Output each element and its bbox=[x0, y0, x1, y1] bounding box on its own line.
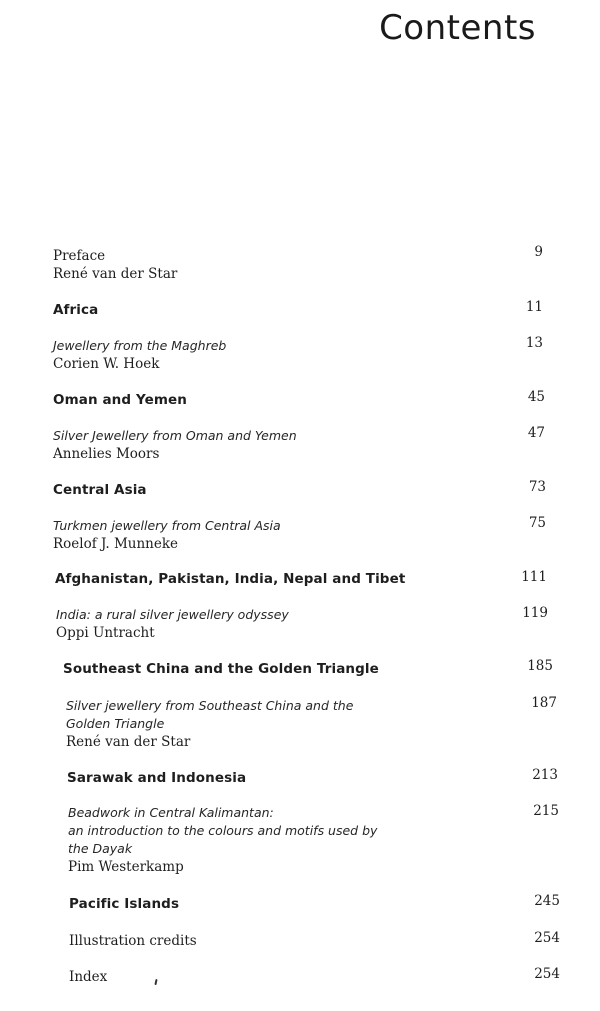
page-number: 9 bbox=[534, 244, 543, 260]
section-heading: Oman and Yemen bbox=[53, 392, 187, 408]
toc-entry bbox=[69, 968, 107, 986]
section-heading: Southeast China and the Golden Triangle bbox=[63, 661, 379, 677]
toc-entry bbox=[67, 769, 246, 787]
page-number: 254 bbox=[534, 930, 560, 946]
section-heading: Africa bbox=[53, 302, 99, 318]
article-author: René van der Star bbox=[66, 734, 191, 750]
page-number: 119 bbox=[522, 605, 548, 621]
article-title: an introduction to the colours and motifs used by bbox=[68, 823, 378, 838]
toc-entry bbox=[69, 895, 179, 913]
article-title: Beadwork in Central Kalimantan: bbox=[68, 805, 274, 820]
page-number: 213 bbox=[532, 767, 558, 783]
page-number: 185 bbox=[527, 658, 553, 674]
article-author: Pim Westerkamp bbox=[68, 859, 184, 875]
article-title: Turkmen jewellery from Central Asia bbox=[53, 518, 281, 533]
article-title: Golden Triangle bbox=[66, 716, 165, 731]
article-author: Roelof J. Munneke bbox=[53, 536, 179, 552]
toc-entry bbox=[53, 427, 297, 463]
toc-entry bbox=[53, 481, 147, 499]
entry-title: Illustration credits bbox=[69, 933, 197, 949]
article-author: Annelies Moors bbox=[53, 446, 160, 462]
article-title: Jewellery from the Maghreb bbox=[53, 338, 227, 353]
entry-title: Index bbox=[69, 969, 108, 985]
section-heading: Sarawak and Indonesia bbox=[67, 770, 247, 786]
page-number: 187 bbox=[531, 695, 557, 711]
toc-entry bbox=[66, 697, 353, 751]
article-title: Silver Jewellery from Oman and Yemen bbox=[53, 428, 297, 443]
article-author: Oppi Untracht bbox=[56, 625, 155, 641]
toc-entry bbox=[69, 932, 197, 950]
page-number: 13 bbox=[525, 335, 543, 351]
toc-entry bbox=[63, 660, 379, 678]
entry-title: Preface bbox=[53, 248, 106, 264]
toc-entry bbox=[53, 517, 281, 553]
page-number: 73 bbox=[528, 479, 546, 495]
page-number: 111 bbox=[521, 569, 547, 585]
section-heading: Central Asia bbox=[53, 482, 147, 498]
toc-entry bbox=[55, 570, 405, 588]
page-number: 11 bbox=[525, 299, 543, 315]
toc-entry bbox=[56, 606, 289, 642]
section-heading: Afghanistan, Pakistan, India, Nepal and Tibet bbox=[55, 571, 406, 587]
toc-entry bbox=[53, 301, 98, 319]
article-title: the Dayak bbox=[68, 841, 133, 856]
article-title: India: a rural silver jewellery odyssey bbox=[56, 607, 289, 622]
toc-entry bbox=[53, 391, 187, 409]
page-number: 45 bbox=[527, 389, 545, 405]
page-number: 254 bbox=[534, 966, 560, 982]
toc-entry bbox=[68, 804, 377, 876]
article-title: Silver jewellery from Southeast China and the bbox=[66, 698, 354, 713]
article-author: Corien W. Hoek bbox=[53, 356, 160, 372]
toc-entry bbox=[53, 337, 226, 373]
toc-entry bbox=[53, 247, 177, 283]
entry-author: René van der Star bbox=[53, 266, 178, 282]
print-speck bbox=[154, 979, 157, 985]
page-number: 47 bbox=[527, 425, 545, 441]
page-number: 215 bbox=[533, 803, 559, 819]
page-title: Contents bbox=[379, 8, 536, 48]
page-number: 245 bbox=[534, 893, 560, 909]
section-heading: Pacific Islands bbox=[69, 896, 180, 912]
page-number: 75 bbox=[528, 515, 546, 531]
